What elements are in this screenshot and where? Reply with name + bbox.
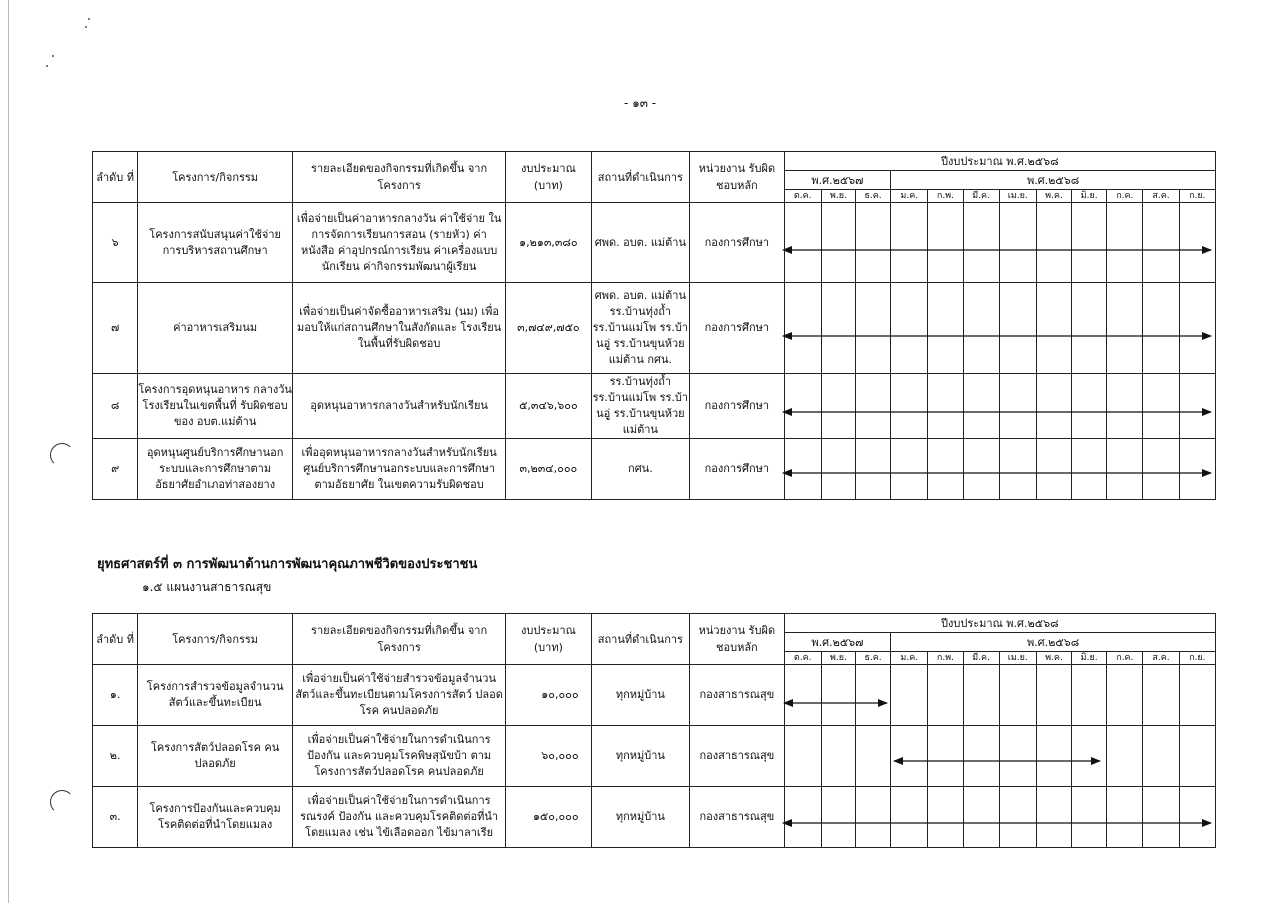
row-budget: ๓,๒๓๔,๐๐๐ xyxy=(506,439,591,500)
header-year-2568: พ.ศ.๒๕๖๘ xyxy=(891,171,1216,190)
month-header: ก.พ. xyxy=(928,190,963,203)
month-header: ธ.ค. xyxy=(855,652,890,665)
row-budget: ๕,๓๔๖,๖๐๐ xyxy=(506,374,591,439)
row-project: ค่าอาหารเสริมนม xyxy=(138,283,293,374)
strategy-heading: ยุทธศาสตร์ที่ ๓ การพัฒนาด้านการพัฒนาคุณภาพชีวิตของประชาชน xyxy=(97,557,478,572)
row-no: ๑. xyxy=(93,665,138,726)
row-unit: กองสาธารณสุข xyxy=(690,665,785,726)
row-budget: ๑๕๐,๐๐๐ xyxy=(506,787,591,848)
month-header: ม.ค. xyxy=(891,190,928,203)
row-budget: ๖๐,๐๐๐ xyxy=(506,726,591,787)
row-no: ๘ xyxy=(93,374,138,439)
row-budget: ๑๐,๐๐๐ xyxy=(506,665,591,726)
header-fiscal-year: ปีงบประมาณ พ.ศ.๒๕๖๘ xyxy=(784,152,1215,171)
row-unit: กองการศึกษา xyxy=(690,283,785,374)
header-year-2568: พ.ศ.๒๕๖๘ xyxy=(891,633,1216,652)
month-header: ม.ค. xyxy=(891,652,928,665)
header-year-2567: พ.ศ.๒๕๖๗ xyxy=(784,171,891,190)
row-no: ๒. xyxy=(93,726,138,787)
header-location: สถานที่ดำเนินการ xyxy=(591,152,690,203)
header-location: สถานที่ดำเนินการ xyxy=(591,614,690,665)
row-location: ทุกหมู่บ้าน xyxy=(591,665,690,726)
row-budget: ๑,๒๑๓,๓๘๐ xyxy=(506,203,591,283)
month-header: มี.ค. xyxy=(963,190,999,203)
row-location: ศพด. อบต. แม่ต้าน รร.บ้านทุ่งถ้ำ รร.บ้านแม่โพ รร.บ้านอูู่ รร.บ้านขุนห้วยแม่ต้าน กศน. xyxy=(591,283,690,374)
month-header: ก.ย. xyxy=(1179,190,1215,203)
header-detail: รายละเอียดของกิจกรรมที่เกิดขึ้น จากโครงการ xyxy=(293,152,506,203)
row-location: กศน. xyxy=(591,439,690,500)
row-project: อุดหนุนศูนย์บริการศึกษานอก ระบบและการศึกษาตาม อัธยาศัยอำเภอท่าสองยาง xyxy=(138,439,293,500)
row-no: ๗ xyxy=(93,283,138,374)
header-project: โครงการ/กิจกรรม xyxy=(138,614,293,665)
row-unit: กองสาธารณสุข xyxy=(690,726,785,787)
row-unit: กองการศึกษา xyxy=(690,374,785,439)
row-budget: ๓,๗๔๙,๗๕๐ xyxy=(506,283,591,374)
month-header: ธ.ค. xyxy=(855,190,890,203)
row-detail: เพื่อจ่ายเป็นค่าจัดซื้ออาหารเสริม (นม) เพื่อมอบให้แก่สถานศึกษาในสังกัดและ โรงเรียนในพื้นที่รับผิดชอบ xyxy=(293,283,506,374)
month-header: ก.ย. xyxy=(1179,652,1215,665)
row-no: ๖ xyxy=(93,203,138,283)
month-header: เม.ย. xyxy=(999,652,1036,665)
month-header: ส.ค. xyxy=(1143,190,1179,203)
row-detail: เพื่ออุดหนุนอาหารกลางวันสำหรับนักเรียน ศูนย์บริการศึกษานอกระบบและการศึกษา ตามอัธยาศัย ในเขตความรับผิดชอบ xyxy=(293,439,506,500)
row-detail: เพื่อจ่ายเป็นค่าอาหารกลางวัน ค่าใช้จ่าย ในการจัดการเรียนการสอน (รายหัว) ค่า หนังสือ ค่าอุปกรณ์การเรียน ค่าเครื่องแบบ นักเรียน ค่ากิจกรรมพัฒนาผู้เรียน xyxy=(293,203,506,283)
row-unit: กองการศึกษา xyxy=(690,439,785,500)
month-header: ก.ค. xyxy=(1107,190,1143,203)
row-no: ๙ xyxy=(93,439,138,500)
month-header: พ.ย. xyxy=(821,652,855,665)
header-year-2567: พ.ศ.๒๕๖๗ xyxy=(784,633,891,652)
page-number: - ๑๓ - xyxy=(623,96,657,110)
row-unit: กองการศึกษา xyxy=(690,203,785,283)
header-no: ลำดับ ที่ xyxy=(93,614,138,665)
month-header: ต.ค. xyxy=(784,652,821,665)
header-project: โครงการ/กิจกรรม xyxy=(138,152,293,203)
row-detail: เพื่อจ่ายเป็นค่าใช้จ่ายสำรวจข้อมูลจำนวน สัตว์และขึ้นทะเบียนตามโครงการสัตว์ ปลอดโรค คนปลอดภัย xyxy=(293,665,506,726)
row-location: รร.บ้านทุ่งถ้ำ รร.บ้านแม่โพ รร.บ้านอูู่ รร.บ้านขุนห้วยแม่ต้าน xyxy=(591,374,690,439)
row-project: โครงการอุดหนุนอาหาร กลางวันโรงเรียนในเขตพื้นที่ รับผิดชอบของ อบต.แม่ต้าน xyxy=(138,374,293,439)
row-project: โครงการสำรวจข้อมูลจำนวน สัตว์และขึ้นทะเบียน xyxy=(138,665,293,726)
month-header: มิ.ย. xyxy=(1072,652,1107,665)
month-header: ก.ค. xyxy=(1107,652,1143,665)
row-no: ๓. xyxy=(93,787,138,848)
header-unit: หน่วยงาน รับผิดชอบหลัก xyxy=(690,152,785,203)
plan-subheading: ๑.๕ แผนงานสาธารณสุข xyxy=(142,580,272,594)
month-header: พ.ค. xyxy=(1036,652,1071,665)
month-header: ส.ค. xyxy=(1143,652,1179,665)
month-header: เม.ย. xyxy=(999,190,1036,203)
header-budget: งบประมาณ (บาท) xyxy=(506,152,591,203)
row-location: ทุกหมู่บ้าน xyxy=(591,787,690,848)
row-project: โครงการสัตว์ปลอดโรค คนปลอดภัย xyxy=(138,726,293,787)
month-header: พ.ค. xyxy=(1036,190,1071,203)
row-location: ทุกหมู่บ้าน xyxy=(591,726,690,787)
row-detail: อุดหนุนอาหารกลางวันสำหรับนักเรียน xyxy=(293,374,506,439)
header-fiscal-year: ปีงบประมาณ พ.ศ.๒๕๖๘ xyxy=(784,614,1215,633)
row-location: ศพด. อบต. แม่ต้าน xyxy=(591,203,690,283)
month-header: มี.ค. xyxy=(963,652,999,665)
month-header: ก.พ. xyxy=(928,652,963,665)
header-unit: หน่วยงาน รับผิดชอบหลัก xyxy=(690,614,785,665)
row-detail: เพื่อจ่ายเป็นค่าใช้จ่ายในการดำเนินการ รณรงค์ ป้องกัน และควบคุมโรคติดต่อที่นำ โดยแมลง เช่น ไข้เลือดออก ไข้มาลาเรีย xyxy=(293,787,506,848)
row-unit: กองสาธารณสุข xyxy=(690,787,785,848)
month-header: ต.ค. xyxy=(784,190,821,203)
header-detail: รายละเอียดของกิจกรรมที่เกิดขึ้น จากโครงการ xyxy=(293,614,506,665)
row-project: โครงการป้องกันและควบคุม โรคติดต่อที่นำโดยแมลง xyxy=(138,787,293,848)
month-header: พ.ย. xyxy=(821,190,855,203)
header-no: ลำดับ ที่ xyxy=(93,152,138,203)
row-project: โครงการสนับสนุนค่าใช้จ่าย การบริหารสถานศึกษา xyxy=(138,203,293,283)
month-header: มิ.ย. xyxy=(1072,190,1107,203)
row-detail: เพื่อจ่ายเป็นค่าใช้จ่ายในการดำเนินการ ป้องกัน และควบคุมโรคพิษสุนัขบ้า ตาม โครงการสัตว์ปลอดโรค คนปลอดภัย xyxy=(293,726,506,787)
header-budget: งบประมาณ (บาท) xyxy=(506,614,591,665)
